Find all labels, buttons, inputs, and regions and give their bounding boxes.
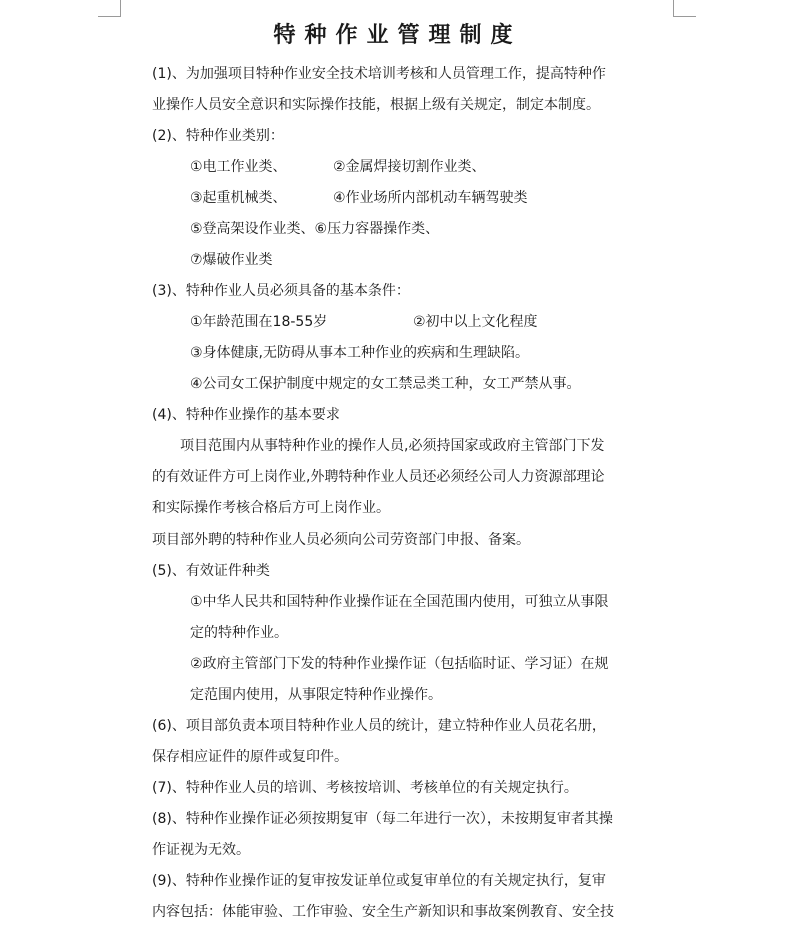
paragraph-line: 保存相应证件的原件或复印件。 [152,749,348,765]
document-title: 特种作业管理制度 [273,22,522,48]
crop-mark-top-right [673,0,696,17]
section-heading-9: (9)、特种作业操作证的复审按发证单位或复审单位的有关规定执行，复审 [152,873,606,889]
list-item: ④作业场所内部机动车辆驾驶类 [333,190,528,206]
list-item: ③起重机械类、 [190,190,287,206]
paragraph-line: 的有效证件方可上岗作业,外聘特种作业人员还必须经公司人力资源部理论 [152,469,605,485]
paragraph-line: (1)、为加强项目特种作业安全技术培训考核和人员管理工作，提高特种作 [152,66,606,82]
paragraph-line: 项目范围内从事特种作业的操作人员,必须持国家或政府主管部门下发 [180,438,605,454]
section-heading-3: (3)、特种作业人员必须具备的基本条件： [152,283,410,299]
crop-mark-top-left [98,0,121,17]
paragraph-line: 项目部外聘的特种作业人员必须向公司劳资部门申报、备案。 [152,532,530,548]
section-heading-6: (6)、项目部负责本项目特种作业人员的统计，建立特种作业人员花名册， [152,718,606,734]
list-item: ②金属焊接切割作业类、 [333,159,486,175]
list-item: ②政府主管部门下发的特种作业操作证（包括临时证、学习证）在规 [190,656,609,672]
section-heading-2: (2)、特种作业类别： [152,128,284,144]
list-item: ②初中以上文化程度 [413,314,538,330]
list-item: 定的特种作业。 [190,625,288,641]
section-heading-7: (7)、特种作业人员的培训、考核按培训、考核单位的有关规定执行。 [152,780,578,796]
paragraph-line: 和实际操作考核合格后方可上岗作业。 [152,500,390,516]
paragraph-line: 内容包括：体能审验、工作审验、安全生产新知识和事故案例教育、安全技 [152,904,614,920]
list-item: ③身体健康,无防碍从事本工种作业的疾病和生理缺陷。 [190,345,529,361]
paragraph-line: 业操作人员安全意识和实际操作技能，根据上级有关规定，制定本制度。 [152,97,600,113]
list-item: ⑤登高架设作业类、⑥压力容器操作类、 [190,221,440,237]
section-heading-4: (4)、特种作业操作的基本要求 [152,407,340,423]
list-item: 定范围内使用，从事限定特种作业操作。 [190,687,442,703]
list-item: ①中华人民共和国特种作业操作证在全国范围内使用，可独立从事限 [190,594,609,610]
list-item: ④公司女工保护制度中规定的女工禁忌类工种，女工严禁从事。 [190,376,581,392]
paragraph-line: 作证视为无效。 [152,842,250,858]
list-item: ①年龄范围在18-55岁 [190,314,328,330]
list-item: ①电工作业类、 [190,159,287,175]
section-heading-5: (5)、有效证件种类 [152,563,270,579]
section-heading-8: (8)、特种作业操作证必须按期复审（每二年进行一次），未按期复审者其操 [152,811,613,827]
list-item: ⑦爆破作业类 [190,252,273,268]
